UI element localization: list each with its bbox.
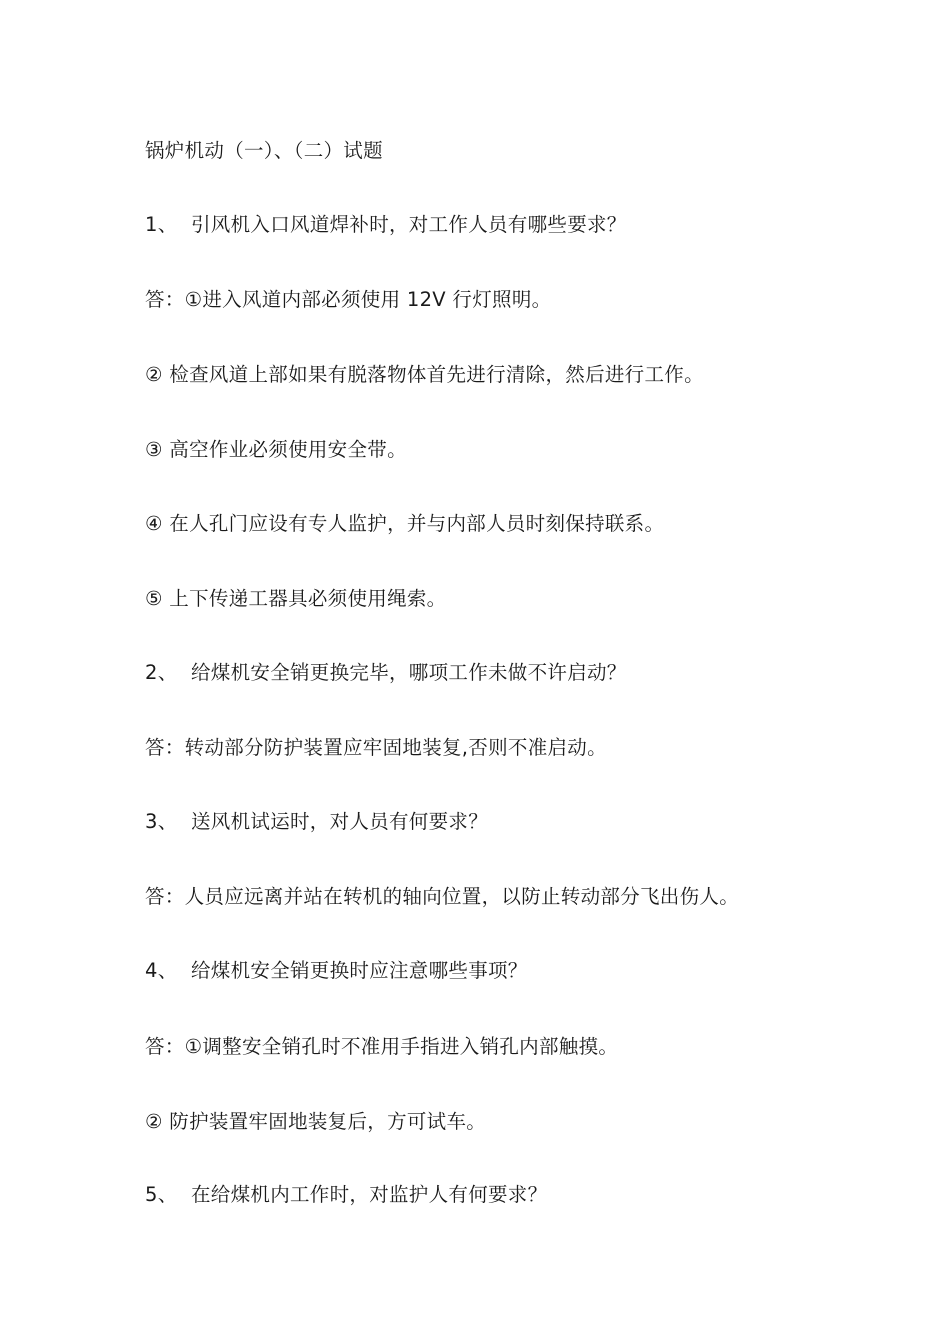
question-text: 给煤机安全销更换时应注意哪些事项？ xyxy=(191,959,528,982)
question-number: 5、 xyxy=(145,1183,178,1206)
answer-line: 答：①调整安全销孔时不准用手指进入销孔内部触摸。 xyxy=(145,1035,619,1058)
question-number: 1、 xyxy=(145,213,178,236)
question-text: 在给煤机内工作时，对监护人有何要求？ xyxy=(191,1183,548,1206)
document-title: 锅炉机动（一）、（二）试题 xyxy=(145,139,383,162)
question-text: 送风机试运时，对人员有何要求？ xyxy=(191,810,489,833)
question-1 xyxy=(145,211,627,239)
question-5 xyxy=(145,1181,547,1209)
question-4 xyxy=(145,957,528,985)
answer-line: ④ 在人孔门应设有专人监护，并与内部人员时刻保持联系。 xyxy=(145,512,665,535)
question-text: 引风机入口风道焊补时，对工作人员有哪些要求？ xyxy=(191,213,627,236)
answer-line: ② 检查风道上部如果有脱落物体首先进行清除，然后进行工作。 xyxy=(145,363,704,386)
answer-line: 答：人员应远离并站在转机的轴向位置，以防止转动部分飞出伤人。 xyxy=(145,885,740,908)
answer-line: ② 防护装置牢固地装复后，方可试车。 xyxy=(145,1110,487,1133)
answer-line: 答：转动部分防护装置应牢固地装复,否则不准启动。 xyxy=(145,736,607,759)
answer-line: ③ 高空作业必须使用安全带。 xyxy=(145,438,407,461)
question-2 xyxy=(145,659,627,687)
question-text: 给煤机安全销更换完毕，哪项工作未做不许启动？ xyxy=(191,661,627,684)
answer-line: ⑤ 上下传递工器具必须使用绳索。 xyxy=(145,587,447,610)
question-3 xyxy=(145,808,488,836)
question-number: 4、 xyxy=(145,959,178,982)
question-number: 3、 xyxy=(145,810,178,833)
question-number: 2、 xyxy=(145,661,178,684)
answer-line: 答：①进入风道内部必须使用 12V 行灯照明。 xyxy=(145,288,552,311)
